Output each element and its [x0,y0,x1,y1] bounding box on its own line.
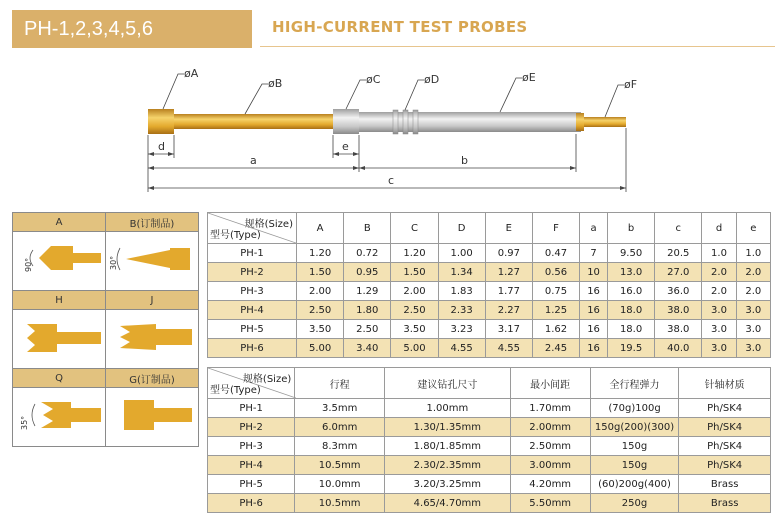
dim-d: d [158,140,165,153]
table-cell: 3.50 [391,320,438,339]
dim-c: c [388,174,395,187]
table-cell: 1.34 [438,263,485,282]
table-cell: 3.0 [736,320,770,339]
column-header: F [532,213,579,244]
table-cell: 1.80 [344,301,391,320]
tail-pin [584,117,626,127]
table-cell: Ph/SK4 [679,399,771,418]
table-cell: 1.50 [297,263,344,282]
table-cell: 1.00mm [385,399,511,418]
table-cell: 3.20/3.25mm [385,475,511,494]
row-type: PH-2 [208,418,295,437]
model-badge: PH-1,2,3,4,5,6 [12,10,252,48]
table-cell: 4.55 [485,339,532,358]
table-cell: 1.83 [438,282,485,301]
table-cell: 1.77 [485,282,532,301]
table-cell: 0.56 [532,263,579,282]
table-cell: 16.0 [607,282,654,301]
tip-label-h: H [13,291,106,310]
tip-a-image [13,232,106,291]
table-cell: 7 [580,244,608,263]
table-cell: 10 [580,263,608,282]
table-cell: 1.70mm [510,399,590,418]
probe-diagram [0,55,783,205]
dim-e: e [342,140,349,153]
table-cell: 1.0 [702,244,736,263]
column-header: 最小间距 [510,368,590,399]
table-cell: 4.65/4.70mm [385,494,511,513]
table-cell: 0.95 [344,263,391,282]
column-header: D [438,213,485,244]
page-title: HIGH-CURRENT TEST PROBES [272,18,528,36]
table-cell: 1.29 [344,282,391,301]
table-cell: (60)200g(400) [590,475,679,494]
table-cell: 40.0 [655,339,702,358]
table-cell: 2.0 [702,263,736,282]
row-type: PH-3 [208,437,295,456]
table-row [208,244,771,263]
title-underline [260,46,775,47]
tip-styles-grid [12,212,199,447]
table-cell: 3.0 [702,339,736,358]
column-header: c [655,213,702,244]
row-type: PH-1 [208,244,297,263]
table-cell: 10.0mm [295,475,385,494]
table-cell: 38.0 [655,320,702,339]
table-cell: 2.50 [391,301,438,320]
tail-shoulder [576,113,584,131]
table-cell: 150g [590,437,679,456]
table-cell: 18.0 [607,320,654,339]
table-cell: Brass [679,494,771,513]
table-cell: 0.72 [344,244,391,263]
table-cell: 3.40 [344,339,391,358]
table-cell: 3.5mm [295,399,385,418]
table-cell: 1.20 [391,244,438,263]
table-cell: 2.27 [485,301,532,320]
callout-D: øD [424,73,440,86]
corner-size-label: 规格(Size) [244,219,293,230]
table-cell: 38.0 [655,301,702,320]
row-type: PH-2 [208,263,297,282]
table-cell: 5.50mm [510,494,590,513]
table-cell: 3.0 [736,301,770,320]
tip-j-image [106,310,199,369]
table-cell: 16 [580,320,608,339]
callout-E: øE [522,71,536,84]
table-cell: 20.5 [655,244,702,263]
row-type: PH-5 [208,475,295,494]
table-cell: 3.0 [736,339,770,358]
table-cell: 16 [580,301,608,320]
table-cell: 18.0 [607,301,654,320]
row-type: PH-1 [208,399,295,418]
row-type: PH-4 [208,456,295,475]
table-row [208,320,771,339]
column-header: 行程 [295,368,385,399]
table-cell: 5.00 [297,339,344,358]
table-row [208,263,771,282]
dim-a: a [250,154,257,167]
table-cell: 3.0 [702,301,736,320]
callout-A: øA [184,67,199,80]
row-type: PH-5 [208,320,297,339]
table-cell: 6.0mm [295,418,385,437]
table-row [208,399,771,418]
tip-g-image [106,388,199,447]
table-row [208,456,771,475]
column-header: b [607,213,654,244]
table-row [208,282,771,301]
table-cell: 2.50 [344,320,391,339]
corner-type-label: 型号(Type) [210,385,261,396]
tip-label-a: A [13,213,106,232]
callout-F: øF [624,78,638,91]
table-cell: 1.27 [485,263,532,282]
table-row [208,301,771,320]
table-cell: 1.20 [297,244,344,263]
row-type: PH-3 [208,282,297,301]
table-cell: 0.47 [532,244,579,263]
table-cell: 2.0 [736,263,770,282]
column-header: 建议钻孔尺寸 [385,368,511,399]
table-cell: 10.5mm [295,494,385,513]
corner-size-label: 规格(Size) [242,374,292,385]
table-cell: 8.3mm [295,437,385,456]
table-cell: 150g [590,456,679,475]
table-cell: 3.0 [702,320,736,339]
column-header: 针轴材质 [679,368,771,399]
callout-B: øB [268,77,283,90]
row-type: PH-6 [208,494,295,513]
tip-h-image [13,310,106,369]
table-cell: 4.20mm [510,475,590,494]
table-cell: 16 [580,282,608,301]
dim-b: b [461,154,468,167]
column-header: C [391,213,438,244]
barrel [359,112,581,132]
column-header: E [485,213,532,244]
table-cell: Ph/SK4 [679,437,771,456]
tip-label-b: B(订制品) [106,213,199,232]
table-cell: 0.75 [532,282,579,301]
table-row [208,339,771,358]
tip-b-image [106,232,199,291]
table-row [208,437,771,456]
table-cell: 2.00 [297,282,344,301]
table-cell: 2.45 [532,339,579,358]
table-cell: 1.62 [532,320,579,339]
column-header: A [297,213,344,244]
table-cell: 4.55 [438,339,485,358]
column-header: e [736,213,770,244]
table-cell: 3.23 [438,320,485,339]
table-cell: 2.50mm [510,437,590,456]
column-header: 全行程弹力 [590,368,679,399]
table-cell: 1.0 [736,244,770,263]
table-cell: 1.50 [391,263,438,282]
table-cell: 16 [580,339,608,358]
table-cell: 0.97 [485,244,532,263]
table-cell: Ph/SK4 [679,418,771,437]
table-cell: 5.00 [391,339,438,358]
row-type: PH-4 [208,301,297,320]
tip-label-q: Q [13,369,106,388]
angle-90: 90° [24,257,33,272]
plunger-head [148,109,174,134]
table-cell: 3.50 [297,320,344,339]
table-cell: 13.0 [607,263,654,282]
row-type: PH-6 [208,339,297,358]
tip-label-g: G(订制品) [106,369,199,388]
table-cell: Ph/SK4 [679,456,771,475]
plunger-shaft [174,114,334,129]
barrel-ring-2 [403,110,408,134]
table-cell: 250g [590,494,679,513]
table-row [208,418,771,437]
table-cell: 2.30/2.35mm [385,456,511,475]
table-cell: 3.00mm [510,456,590,475]
table-cell: 3.17 [485,320,532,339]
table1-corner [208,213,297,244]
table-cell: 150g(200)(300) [590,418,679,437]
angle-35: 35° [20,415,29,430]
barrel-ring-1 [393,110,398,134]
callout-C: øC [366,73,381,86]
column-header: a [580,213,608,244]
table-row [208,494,771,513]
table-cell: 27.0 [655,263,702,282]
barrel-collar [333,109,359,134]
table-cell: (70g)100g [590,399,679,418]
table-cell: 2.33 [438,301,485,320]
table-cell: 9.50 [607,244,654,263]
barrel-ring-3 [413,110,418,134]
table-cell: 2.0 [702,282,736,301]
table-cell: 2.0 [736,282,770,301]
table-cell: 2.50 [297,301,344,320]
tip-q-image [13,388,106,447]
corner-type-label: 型号(Type) [210,230,261,241]
column-header: B [344,213,391,244]
table-cell: 10.5mm [295,456,385,475]
spec-table [207,367,771,513]
table-cell: 36.0 [655,282,702,301]
table-cell: 1.30/1.35mm [385,418,511,437]
table2-corner [208,368,295,399]
table-cell: 1.25 [532,301,579,320]
table-cell: 1.80/1.85mm [385,437,511,456]
table-cell: 2.00 [391,282,438,301]
tip-label-j: J [106,291,199,310]
table-row [208,475,771,494]
table-cell: Brass [679,475,771,494]
table-cell: 1.00 [438,244,485,263]
dimension-table [207,212,771,358]
column-header: d [702,213,736,244]
angle-30: 30° [109,255,118,270]
table-cell: 2.00mm [510,418,590,437]
table-cell: 19.5 [607,339,654,358]
